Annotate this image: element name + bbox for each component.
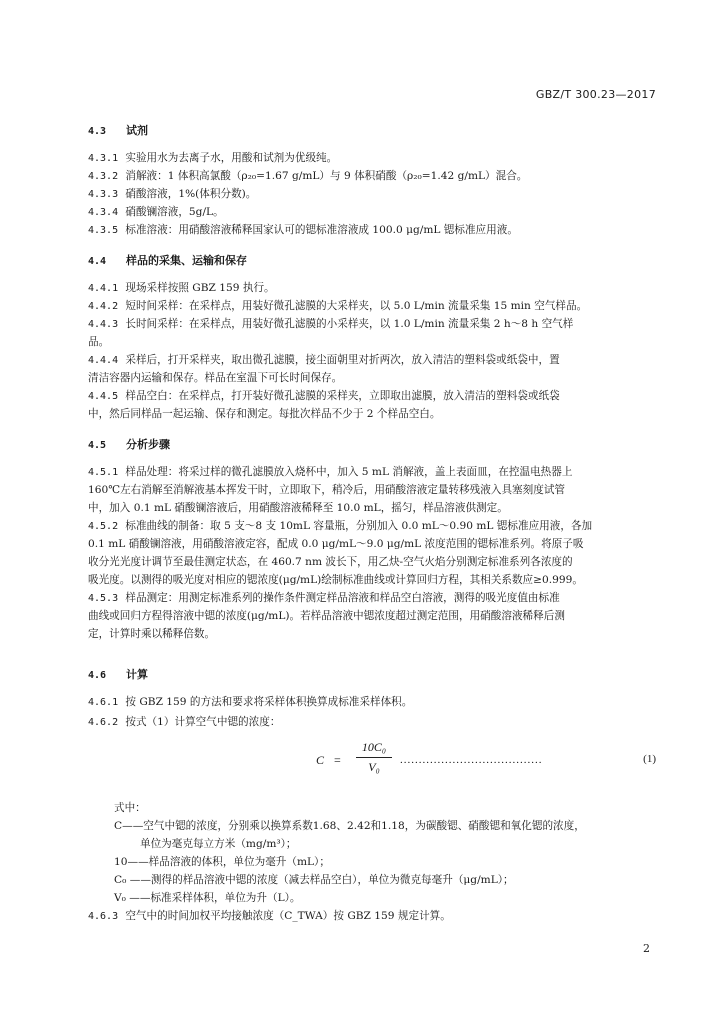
formula-lhs: C <box>316 753 325 767</box>
clause-number: 4.5.2 <box>88 521 119 532</box>
section-heading <box>88 252 247 268</box>
section-heading <box>88 666 148 682</box>
clause-line <box>88 518 668 533</box>
where-label: 式中： <box>114 802 146 814</box>
clause-continuation: 吸光度。以测得的吸光度对相应的锶浓度(μg/mL)绘制标准曲线或计算回归方程，其相关系数应≥0.999。 <box>88 574 583 586</box>
clause-number: 4.4.3 <box>88 319 119 330</box>
clause-text: 实验用水为去离子水，用酸和试剂为优级纯。 <box>125 152 338 164</box>
section-title: 分析步骤 <box>126 438 170 451</box>
formula-denominator: V₀ <box>368 760 380 774</box>
clause-continuation: 清洁容器内运输和保存。样品在室温下可长时间保存。 <box>88 372 343 384</box>
standard-code: GBZ/T 300.23—2017 <box>535 88 656 101</box>
clause-text: 消解液：1 体积高氯酸（ρ₂₀=1.67 g/mL）与 9 体积硝酸（ρ₂₀=1.42 g/mL）混合。 <box>125 170 528 182</box>
clause-line <box>88 352 668 367</box>
clause-text: 空气中的时间加权平均接触浓度（C_TWA）按 GBZ 159 规定计算。 <box>125 910 451 922</box>
formula-number: (1) <box>643 753 656 765</box>
clause-line <box>88 388 668 403</box>
clause-line <box>88 694 668 709</box>
clause-number: 4.6.2 <box>88 717 119 728</box>
formula-fraction <box>356 740 392 775</box>
clause-continuation: 品。 <box>88 336 110 348</box>
section-heading <box>88 122 148 138</box>
clause-number: 4.3.4 <box>88 207 119 218</box>
clause-line <box>88 186 668 201</box>
clause-text: 硝酸溶液，1%(体积分数)。 <box>125 188 257 200</box>
formula-equals: = <box>334 753 341 767</box>
clause-continuation: 中，加入 0.1 mL 硝酸镧溶液后，用硝酸溶液稀释至 10.0 mL，摇匀，样品溶液供测定。 <box>88 502 508 514</box>
formula-leader-dots: ...................................... <box>400 754 543 766</box>
clause-line <box>88 590 668 605</box>
clause-number: 4.4.4 <box>88 355 119 366</box>
clause-text: 按 GBZ 159 的方法和要求将采样体积换算成标准采样体积。 <box>125 696 413 708</box>
formula-numerator: 10C₀ <box>361 740 387 754</box>
clause-text: 样品处理：将采过样的微孔滤膜放入烧杯中，加入 5 mL 消解液，盖上表面皿，在控温电热器上 <box>125 466 573 478</box>
clause-line <box>88 464 668 479</box>
clause-number: 4.4.1 <box>88 283 119 294</box>
clause-continuation: 中，然后同样品一起运输、保存和测定。每批次样品不少于 2 个样品空白。 <box>88 408 441 420</box>
clause-line <box>88 298 668 313</box>
clause-text: 短时间采样：在采样点，用装好微孔滤膜的大采样夹，以 5.0 L/min 流量采集 15 min 空气样品。 <box>125 300 588 312</box>
clause-number: 4.3.5 <box>88 225 119 236</box>
clause-continuation: 定，计算时乘以稀释倍数。 <box>88 628 216 640</box>
clause-text: 现场采样按照 GBZ 159 执行。 <box>125 282 275 294</box>
clause-number: 4.6.1 <box>88 697 119 708</box>
clause-text: 按式（1）计算空气中锶的浓度： <box>125 716 281 728</box>
symbol-definition: C₀ ——测得的样品溶液中锶的浓度（减去样品空白），单位为微克每毫升（μg/mL）； <box>114 874 514 886</box>
clause-line <box>88 168 668 183</box>
clause-text: 硝酸镧溶液，5g/L。 <box>125 206 224 218</box>
section-number: 4.6 <box>88 670 107 681</box>
clause-number: 4.5.1 <box>88 467 119 478</box>
clause-line <box>88 280 668 295</box>
clause-text: 样品测定：用测定标准系列的操作条件测定样品溶液和样品空白溶液，测得的吸光度值由标准 <box>125 592 560 604</box>
clause-text: 样品空白：在采样点，打开装好微孔滤膜的采样夹，立即取出滤膜，放入清洁的塑料袋或纸袋 <box>125 390 560 402</box>
clause-continuation: 曲线或回归方程得溶液中锶的浓度(μg/mL)。若样品溶液中锶浓度超过测定范围，用硝酸溶液稀释后测 <box>88 610 565 622</box>
clause-line <box>88 204 668 219</box>
section-title: 计算 <box>126 668 148 681</box>
clause-text: 长时间采样：在采样点，用装好微孔滤膜的小采样夹，以 1.0 L/min 流量采集 2 h～8 h 空气样 <box>125 318 574 330</box>
clause-text: 标准溶液：用硝酸溶液稀释国家认可的锶标准溶液成 100.0 μg/mL 锶标准应用液。 <box>125 224 518 236</box>
symbol-definition: 10——样品溶液的体积，单位为毫升（mL）； <box>114 856 330 868</box>
clause-number: 4.6.3 <box>88 911 119 922</box>
clause-line <box>88 908 668 923</box>
section-number: 4.3 <box>88 126 107 137</box>
formula-1 <box>316 740 656 784</box>
section-number: 4.5 <box>88 440 107 451</box>
clause-continuation: 0.1 mL 硝酸镧溶液，用硝酸溶液定容，配成 0.0 μg/mL～9.0 μg/mL 浓度范围的锶标准系列。将原子吸 <box>88 538 584 550</box>
clause-number: 4.4.5 <box>88 391 119 402</box>
symbol-definition-continuation: 单位为毫克每立方米（mg/m³）； <box>140 838 297 850</box>
symbol-definition: C——空气中锶的浓度，分别乘以换算系数1.68、2.42和1.18，为碳酸锶、硝酸锶和氧化锶的浓度， <box>114 820 585 832</box>
clause-continuation: 160℃左右消解至消解液基本挥发干时，立即取下，稍冷后，用硝酸溶液定量转移残液入具塞刻度试管 <box>88 484 566 496</box>
clause-number: 4.4.2 <box>88 301 119 312</box>
clause-line <box>88 222 668 237</box>
page-number: 2 <box>643 942 650 955</box>
section-heading <box>88 436 170 452</box>
clause-text: 采样后，打开采样夹，取出微孔滤膜，接尘面朝里对折两次，放入清洁的塑料袋或纸袋中，置 <box>125 354 560 366</box>
section-title: 样品的采集、运输和保存 <box>126 254 247 267</box>
clause-number: 4.3.1 <box>88 153 119 164</box>
clause-number: 4.5.3 <box>88 593 119 604</box>
section-title: 试剂 <box>126 124 148 137</box>
clause-continuation: 收分光光度计调节至最佳测定状态，在 460.7 nm 波长下，用乙炔-空气火焰分别测定标准系列各浓度的 <box>88 556 573 568</box>
section-number: 4.4 <box>88 256 107 267</box>
clause-line <box>88 150 668 165</box>
symbol-definition: V₀ ——标准采样体积，单位为升（L）。 <box>114 892 301 904</box>
clause-line <box>88 316 668 331</box>
fraction-bar <box>356 757 392 758</box>
clause-number: 4.3.3 <box>88 189 119 200</box>
clause-line <box>88 714 668 729</box>
clause-text: 标准曲线的制备：取 5 支～8 支 10mL 容量瓶，分别加入 0.0 mL～0.90 mL 锶标准应用液，各加 <box>125 520 593 532</box>
clause-number: 4.3.2 <box>88 171 119 182</box>
